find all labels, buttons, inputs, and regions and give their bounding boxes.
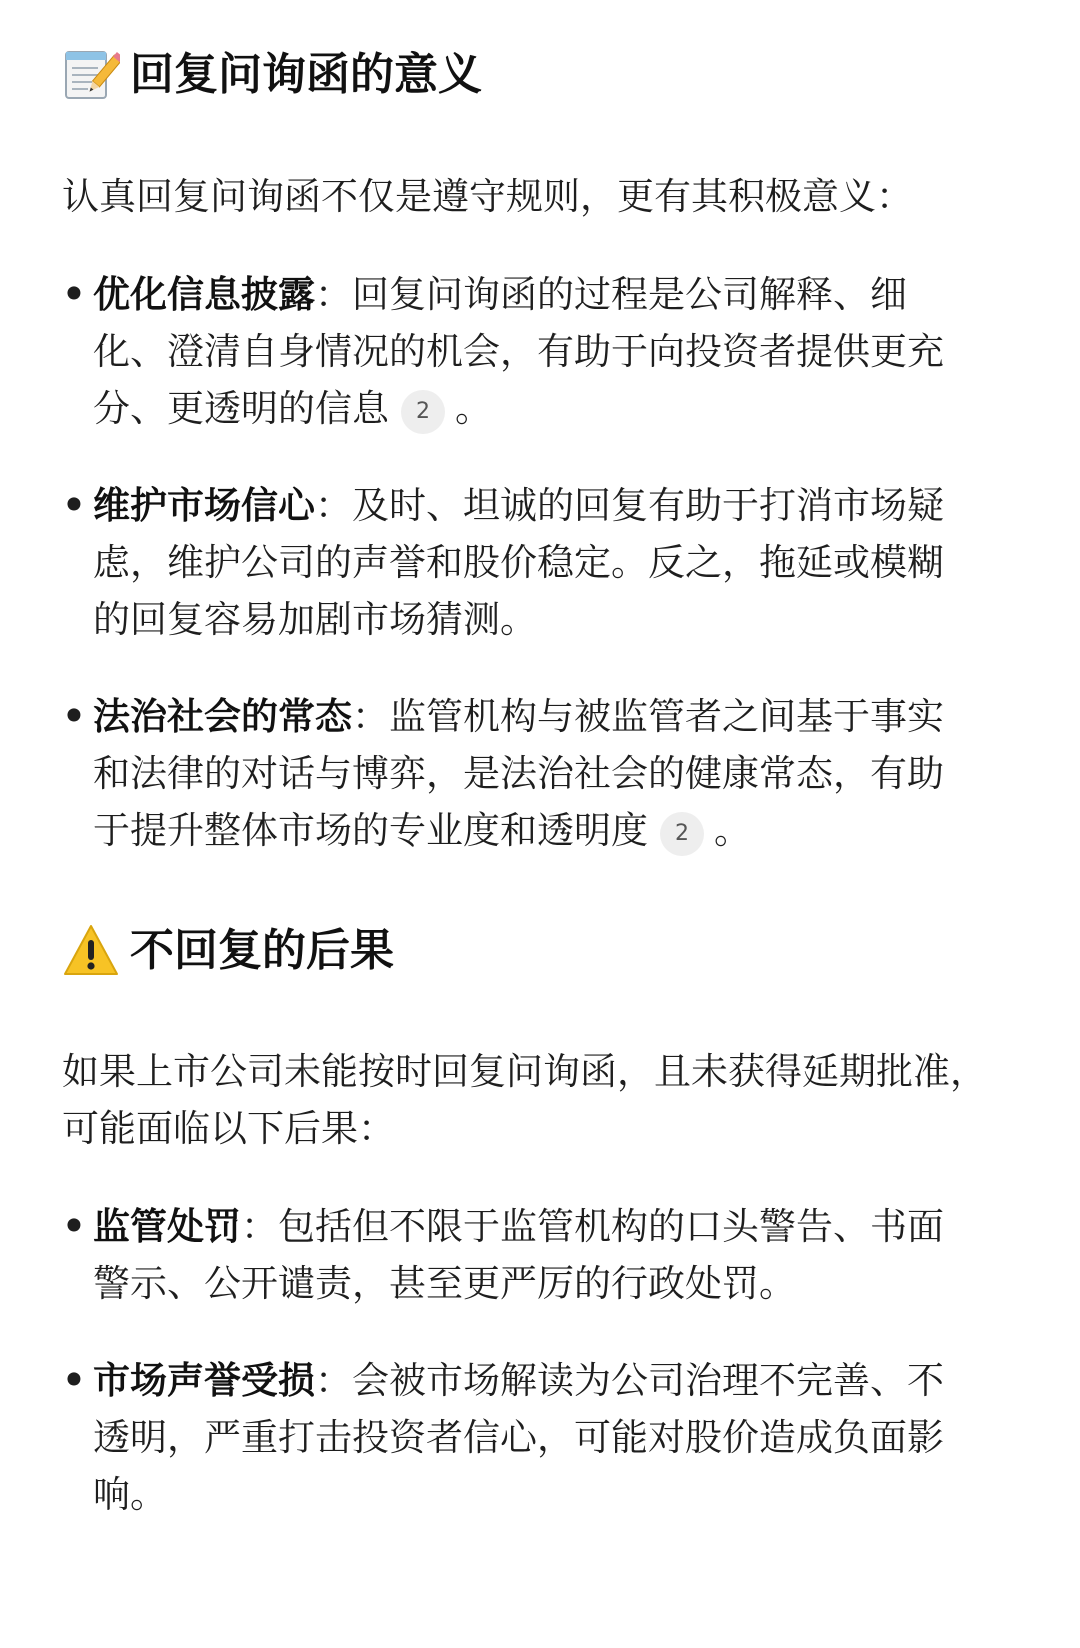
citation-badge[interactable]: 2 xyxy=(401,390,445,434)
section-heading-significance xyxy=(62,46,482,104)
list-item xyxy=(62,1352,1022,1523)
bullet-text: 监管机构与被监管者之间基于事实和法律的对话与博弈，是法治社会的健康常态，有助于提升整体市场的专业度和透明度 xyxy=(93,695,944,852)
bullet-end: 。 xyxy=(455,387,492,430)
bullet-separator: ： xyxy=(315,273,352,316)
section-intro: 如果上市公司未能按时回复问询函，且未获得延期批准，可能面临以下后果： xyxy=(62,1050,987,1150)
warning-icon xyxy=(62,922,120,980)
list-item xyxy=(62,1198,1022,1312)
memo-icon xyxy=(62,46,120,104)
section-title: 不回复的后果 xyxy=(130,925,394,976)
bullet-dot: • xyxy=(62,1205,86,1248)
citation-badge[interactable]: 2 xyxy=(660,812,704,856)
bullet-term: 维护市场信心 xyxy=(93,484,315,527)
bullet-dot: • xyxy=(62,1359,86,1402)
bullet-end: 。 xyxy=(714,809,751,852)
bullet-separator: ： xyxy=(315,484,352,527)
bullet-text: 回复问询函的过程是公司解释、细化、澄清自身情况的机会，有助于向投资者提供更充分、更透明的信息 xyxy=(93,273,944,430)
bullet-term: 优化信息披露 xyxy=(93,273,315,316)
bullet-text: 及时、坦诚的回复有助于打消市场疑虑，维护公司的声誉和股价稳定。反之，拖延或模糊的回复容易加剧市场猜测。 xyxy=(93,484,944,641)
list-item xyxy=(62,266,1022,437)
bullet-dot: • xyxy=(62,695,86,738)
bullet-term: 监管处罚 xyxy=(93,1205,241,1248)
bullet-text: 包括但不限于监管机构的口头警告、书面警示、公开谴责，甚至更严厉的行政处罚。 xyxy=(93,1205,944,1305)
section-heading-consequences xyxy=(62,922,394,980)
bullet-dot: • xyxy=(62,273,86,316)
bullet-dot: • xyxy=(62,484,86,527)
list-item xyxy=(62,688,1022,859)
bullet-separator: ： xyxy=(352,695,389,738)
list-item xyxy=(62,477,1022,648)
bullet-separator: ： xyxy=(315,1359,352,1402)
bullet-term: 法治社会的常态 xyxy=(93,695,352,738)
bullet-term: 市场声誉受损 xyxy=(93,1359,315,1402)
section-title: 回复问询函的意义 xyxy=(130,49,482,100)
section-intro: 认真回复问询函不仅是遵守规则，更有其积极意义： xyxy=(62,175,913,218)
bullet-text: 会被市场解读为公司治理不完善、不透明，严重打击投资者信心，可能对股价造成负面影响。 xyxy=(93,1359,944,1516)
bullet-separator: ： xyxy=(241,1205,278,1248)
